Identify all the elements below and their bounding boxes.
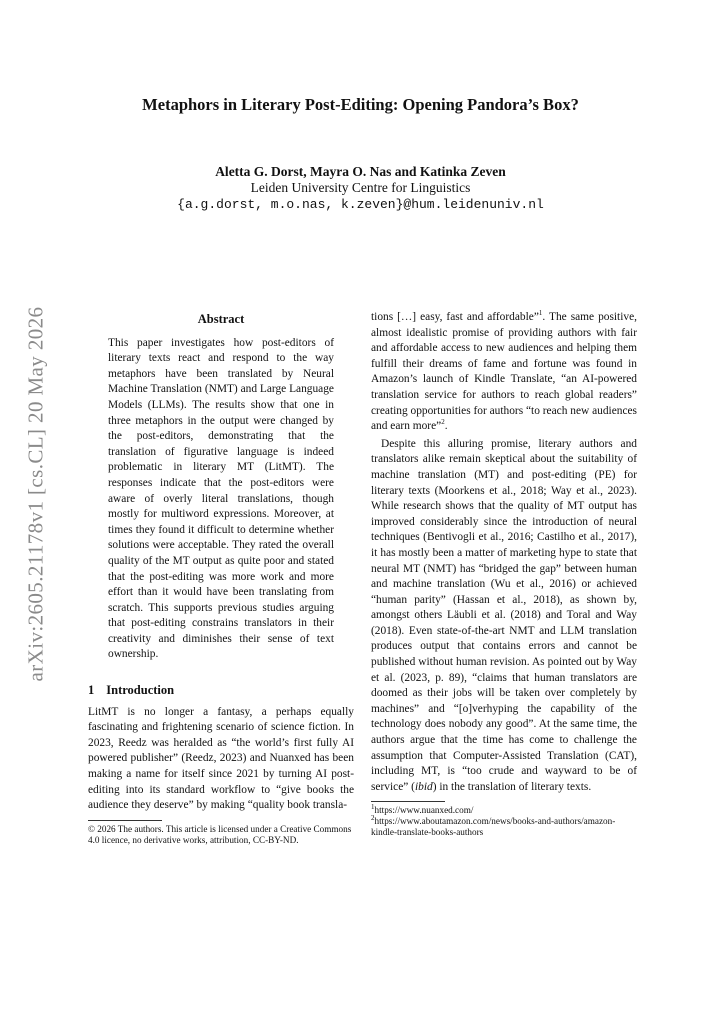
abstract-body: This paper investigates how post-editors of literary texts react and respond to the way metaphors have been translated by Neural Machine Translation (NMT) and Large Language Models (LLMs). The results show that one in three metaphors in the output were changed by the post-editors, demonstrating that the translation of figurative language is indeed problematic in literary MT (LitMT). The responses indicate that the post-editors were aware of overly literal translations, though mostly for multiword expressions. Moreover, at times they found it difficult to determine whether solutions were acceptable. They rated the overall quality of the MT output as quite poor and stated that the post-editing was more work and more effort than it would have been translating from scratch. This supports previous studies arguing that post-editing constrains translators in their creativity and diminishes their sense of text ownership.: [108, 336, 334, 661]
footnote-mark-2: 2: [371, 814, 375, 823]
author-affiliation: Leiden University Centre for Linguistics: [250, 180, 471, 195]
abstract-heading: Abstract: [197, 312, 245, 326]
section-heading-introduction: [88, 683, 354, 699]
author-emails: {a.g.dorst, m.o.nas, k.zeven}@hum.leidenuniv.nl: [177, 197, 544, 212]
footnote-divider: [371, 801, 445, 802]
footnote-divider: [88, 820, 162, 821]
intro-text-fragment: . The same positive, almost idealistic promise of providing authors with fair and affordable access to new audiences and helping them fulfill their dreams of fame and fortune was found in Amazon’s launch of Kindle Translate, “an AI-powered translation service for authors to reach global readers” creating opportunities for authors “to reach new audiences and earn more”: [371, 311, 637, 433]
footnote-1: [371, 805, 637, 816]
license-footnote: © 2026 The authors. This article is licensed under a Creative Commons 4.0 licence, no derivative works, attribution, CC-BY-ND.: [88, 823, 352, 845]
footnote-ref-2: 2: [441, 418, 445, 427]
author-block: [0, 164, 721, 213]
author-names: Aletta G. Dorst, Mayra O. Nas and Katinka Zeven: [215, 164, 506, 179]
footnote-ref-1: 1: [538, 309, 543, 318]
intro-paragraph-1-continued: [371, 310, 637, 435]
intro-text-fragment: ) in the translation of literary texts.: [432, 780, 592, 793]
footnote-mark-1: 1: [371, 803, 375, 812]
footnote-1-url: https://www.nuanxed.com/: [374, 805, 474, 816]
intro-paragraph-2: [371, 437, 637, 796]
footnote-2-url: https://www.aboutamazon.com/news/books-and-authors/amazon-kindle-translate-books-authors: [371, 816, 616, 838]
section-title: Introduction: [106, 683, 175, 698]
paper-title: Metaphors in Literary Post-Editing: Opening Pandora’s Box?: [142, 95, 579, 114]
arxiv-identifier: arXiv:2605.21178v1 [cs.CL] 20 May 2026: [23, 306, 48, 682]
section-number: 1: [88, 683, 95, 698]
ibid-italic: ibid: [414, 780, 433, 793]
left-column: [88, 310, 354, 846]
intro-text-fragment: Despite this alluring promise, literary authors and translators alike remain skeptical about the suitability of machine translation (MT) and post-editing (PE) for literary texts (Moorkens et al., 2018; Way et al., 2023). While research shows that the quality of MT output has improved considerably since the introduction of neural techniques (Bentivogli et al., 2016; Castilho et al., 2017), it has mostly been a matter of marketing hype to state that neural MT (NMT) has “bridged the gap” between human and machine translation (Wu et al., 2016) or achieved “human parity” (Hassan et al., 2018), as shown by, amongst others Läubli et al. (2018) and Toral and Way (2018). Even state-of-the-art NMT and LLM translation produces output that contains errors and cannot be published without human revision. As pointed out by Way et al. (2023, p. 89), “claims that human translators are doomed as their jobs will be taken over completely by machines” and “[o]verhyping the capability of the technology does nobody any good”. At the same time, the authors argue that the time has come to challenge the assumption that Computer-Assisted Translation (CAT), including MT, is “too crude and wayward to be of service” (: [371, 437, 637, 793]
footnote-2: [371, 816, 637, 838]
intro-text-fragment: tions […] easy, fast and affordable”: [371, 311, 539, 323]
intro-paragraph-1-start: LitMT is no longer a fantasy, a perhaps equally fascinating and frightening scenario of science fiction. In 2023, Reedz was heralded as “the world’s first fully AI powered publisher” (Reedz, 2023) and Nuanxed has been making a name for itself since 2021 by turning AI post-editing into its standard workflow to “give books the audience they deserve” by making “quality book transla-: [88, 705, 354, 812]
right-column: [371, 310, 637, 838]
intro-text-fragment: .: [444, 420, 448, 433]
